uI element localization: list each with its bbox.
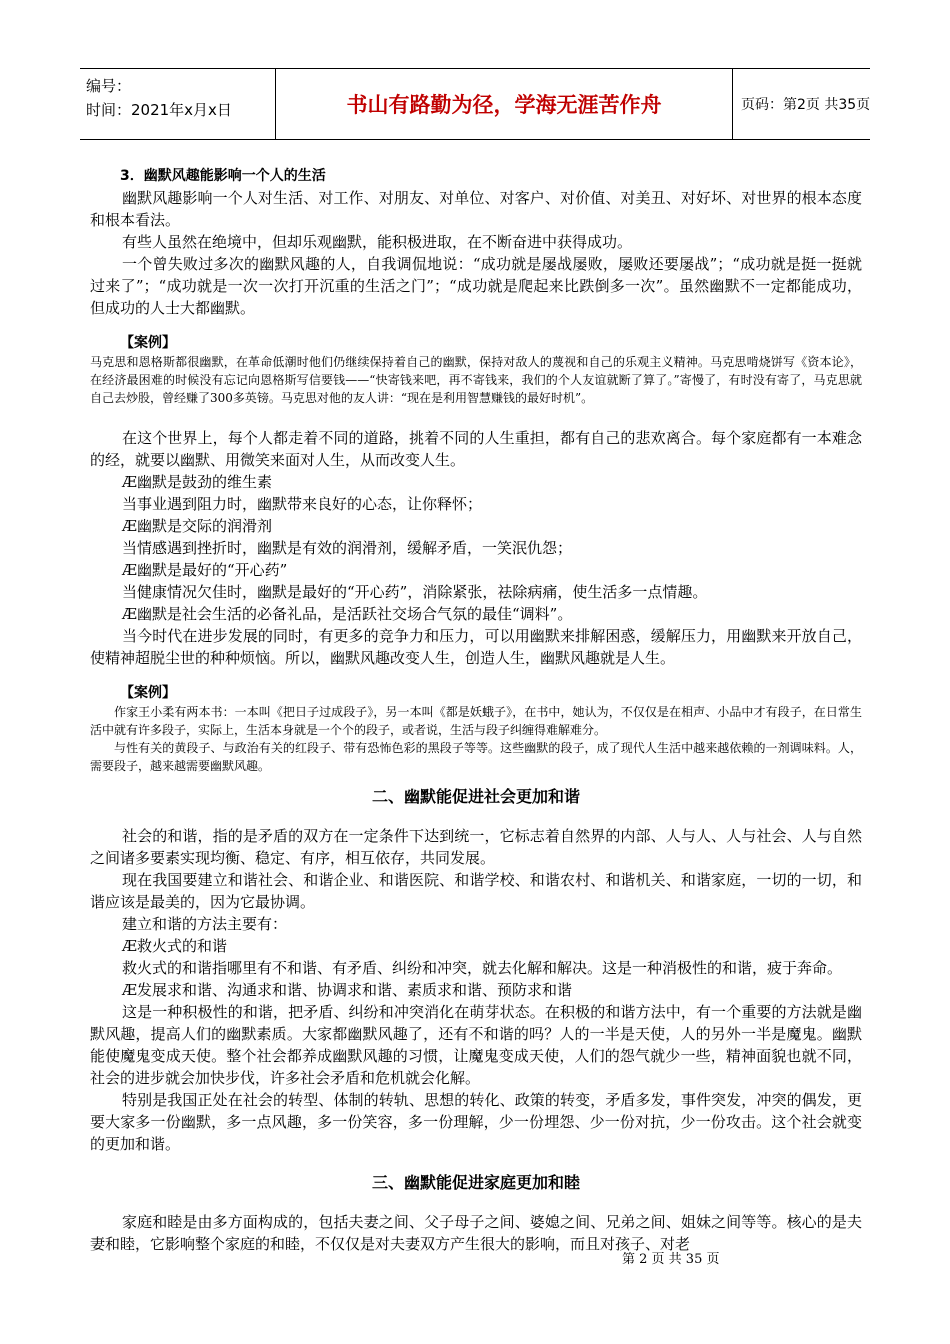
bullet-item: Æ发展求和谐、沟通求和谐、协调求和谐、素质求和谐、预防求和谐	[122, 981, 573, 999]
paragraph: 建立和谐的方法主要有：	[122, 915, 288, 933]
case-text: 作家王小柔有两本书：一本叫《把日子过成段子》，另一本叫《都是妖蛾子》，在书中，她认为，不仅仅是在相声、小品中才有段子，在日常生活中就有许多段子，实际上，生活本身就是一个个的段子，或者说，生活与段子纠缠得难解难分。	[90, 705, 862, 737]
paragraph: 现在我国要建立和谐社会、和谐企业、和谐医院、和谐学校、和谐农村、和谐机关、和谐家庭，一切的一切，和谐应该是最美的，因为它最协调。	[90, 871, 862, 911]
bullet-item: Æ幽默是鼓劲的维生素	[122, 473, 273, 491]
page-header	[80, 68, 870, 140]
bullet-item: Æ幽默是社会生活的必备礼品，是活跃社交场合气氛的最佳“调料”。	[122, 605, 573, 623]
case-title: 【案例】	[120, 685, 176, 701]
date-label: 时间：2021年x月x日	[86, 101, 232, 119]
paragraph: 特别是我国正处在社会的转型、体制的转轨、思想的转化、政策的转变，矛盾多发，事件突发，冲突的偶发，更要大家多一份幽默，多一点风趣，多一份笑容，多一份理解，少一份埋怨、少一份对抗，少一份攻击。这个社会就变的更加和谐。	[90, 1091, 862, 1153]
paragraph: 当健康情况欠佳时，幽默是最好的“开心药”，消除紧张，祛除病痛，使生活多一点情趣。	[122, 583, 708, 601]
paragraph: 当事业遇到阻力时，幽默带来良好的心态，让你释怀；	[122, 495, 483, 513]
paragraph: 一个曾失败过多次的幽默风趣的人，自我调侃地说：“成功就是屡战屡败，屡败还要屡战”；“成功就是挺一挺就过来了”；“成功就是一次一次打开沉重的生活之门”；“成功就是爬起来比跌倒多一次”。虽然幽默不一定都能成功，但成功的人士大都幽默。	[90, 255, 862, 317]
case-text: 马克思和恩格斯都很幽默，在革命低潮时他们仍继续保持着自己的幽默，保持对敌人的蔑视和自己的乐观主义精神。马克思啃烧饼写《资本论》，在经济最困难的时候没有忘记向恩格斯写信要钱——“快寄钱来吧，再不寄钱来，我们的个人友谊就断了算了。”寄慢了，有时没有寄了，马克思就自己去炒股，曾经赚了300多英镑。马克思对他的友人讲：“现在是利用智慧赚钱的最好时机”。	[90, 355, 862, 405]
bullet-item: Æ幽默是交际的润滑剂	[122, 517, 273, 535]
header-info-cell	[80, 69, 276, 139]
paragraph: 有些人虽然在绝境中，但却乐观幽默，能积极进取，在不断奋进中获得成功。	[122, 233, 633, 251]
paragraph: 家庭和睦是由多方面构成的，包括夫妻之间、父子母子之间、婆媳之间、兄弟之间、姐妹之间等等。核心的是夫妻和睦，它影响整个家庭的和睦，不仅仅是对夫妻双方产生很大的影响，而且对孩子、对老	[90, 1213, 862, 1253]
header-page-info: 页码：第2页 共35页	[741, 97, 871, 113]
paragraph: 幽默风趣影响一个人对生活、对工作、对朋友、对单位、对客户、对价值、对美丑、对好坏、对世界的根本态度和根本看法。	[90, 189, 862, 229]
paragraph: 社会的和谐，指的是矛盾的双方在一定条件下达到统一，它标志着自然界的内部、人与人、人与社会、人与自然之间诸多要素实现均衡、稳定、有序，相互依存，共同发展。	[90, 827, 862, 867]
paragraph: 救火式的和谐指哪里有不和谐、有矛盾、纠纷和冲突，就去化解和解决。这是一种消极性的和谐，疲于奔命。	[122, 959, 843, 977]
case-title: 【案例】	[120, 335, 176, 351]
bullet-item: Æ救火式的和谐	[122, 937, 228, 955]
header-motto: 书山有路勤为径，学海无涯苦作舟	[276, 69, 733, 139]
paragraph: 当今时代在进步发展的同时，有更多的竞争力和压力，可以用幽默来排解困惑，缓解压力，用幽默来开放自己，使精神超脱尘世的种种烦恼。所以，幽默风趣改变人生，创造人生，幽默风趣就是人生。	[90, 627, 862, 667]
case-text: 与性有关的黄段子、与政治有关的红段子、带有恐怖色彩的黑段子等等。这些幽默的段子，成了现代人生活中越来越依赖的一剂调味料。人，需要段子，越来越需要幽默风趣。	[90, 741, 862, 773]
section-heading: 二、幽默能促进社会更加和谐	[371, 787, 580, 806]
bullet-item: Æ幽默是最好的“开心药”	[122, 561, 288, 579]
page-footer: 第 2 页 共 35 页	[622, 1252, 720, 1267]
document-body	[90, 165, 862, 1255]
section-3-title: 3．幽默风趣能影响一个人的生活	[120, 168, 326, 184]
section-heading: 三、幽默能促进家庭更加和睦	[371, 1173, 580, 1192]
paragraph: 在这个世界上，每个人都走着不同的道路，挑着不同的人生重担，都有自己的悲欢离合。每个家庭都有一本难念的经，就要以幽默、用微笑来面对人生，从而改变人生。	[90, 429, 862, 469]
paragraph: 这是一种积极性的和谐，把矛盾、纠纷和冲突消化在萌芽状态。在积极的和谐方法中，有一个重要的方法就是幽默风趣，提高人们的幽默素质。大家都幽默风趣了，还有不和谐的吗？人的一半是天使，人的另外一半是魔鬼。幽默能使魔鬼变成天使。整个社会都养成幽默风趣的习惯，让魔鬼变成天使，人们的怨气就少一些，精神面貌也就不同，社会的进步就会加快步伐，许多社会矛盾和危机就会化解。	[90, 1003, 862, 1087]
paragraph: 当情感遇到挫折时，幽默是有效的润滑剂，缓解矛盾，一笑泯仇怨；	[122, 539, 573, 557]
number-label: 编号：	[86, 77, 132, 95]
